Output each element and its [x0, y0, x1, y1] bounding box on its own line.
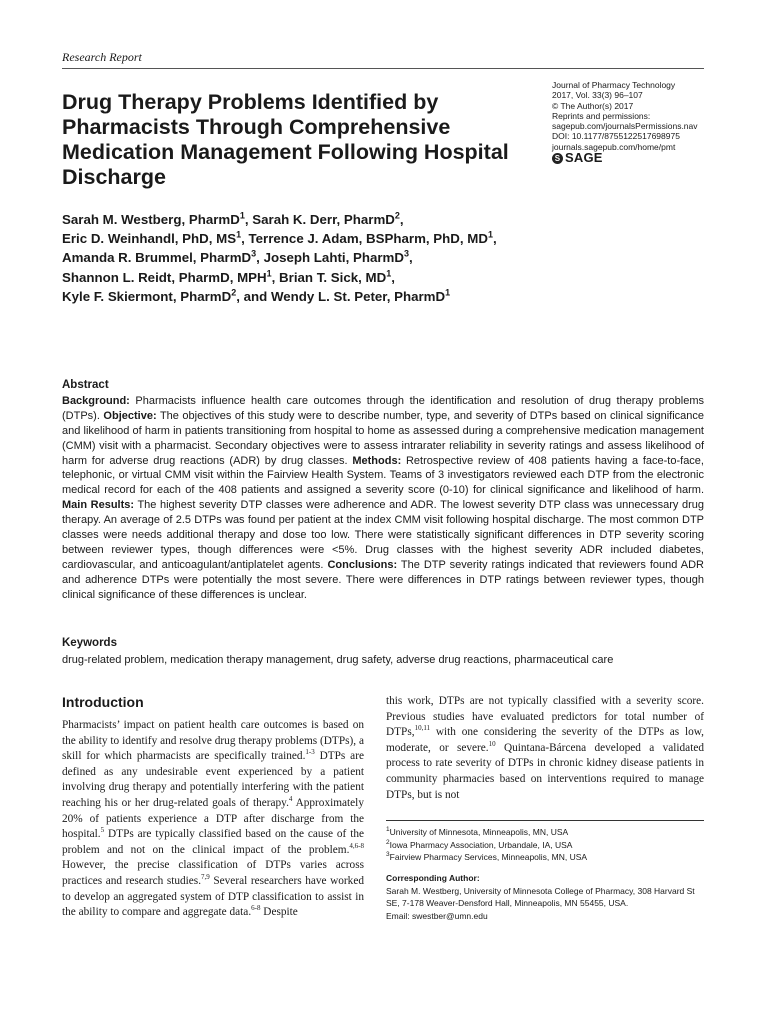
author-affiliation-marker: 1 [386, 268, 392, 279]
author-name: Wendy L. St. Peter, PharmD [270, 288, 446, 304]
footnote-divider [386, 820, 704, 821]
author-affiliation-marker: 1 [239, 210, 245, 221]
journal-name: Journal of Pharmacy Technology [552, 80, 676, 90]
journal-info [552, 80, 752, 164]
affiliation-item [386, 851, 704, 864]
article-title: Drug Therapy Problems Identified by Pharmacists Through Comprehensive Medication Management Following Hospital Discharge [62, 90, 509, 189]
abstract-section-text: Pharmacists influence health care outcomes through the identification and resolution of drug therapy problems (DTPs). [62, 394, 704, 422]
author-name: Sarah K. Derr, PharmD [252, 212, 395, 227]
keywords-heading: Keywords [62, 637, 117, 649]
corresponding-author [386, 872, 704, 922]
abstract-body [62, 394, 704, 603]
affiliation-item [386, 839, 704, 852]
journal-homepage-link[interactable]: journals.sagepub.com/home/pmt [552, 141, 676, 152]
author-separator: , [256, 250, 264, 266]
affiliations [386, 826, 704, 864]
abstract [62, 378, 704, 603]
abstract-section-label: Conclusions: [327, 558, 398, 571]
author-separator: , [244, 212, 253, 227]
author-affiliation-marker: 3 [403, 248, 409, 259]
citation-reference: 5 [100, 826, 105, 835]
affiliation-marker: 3 [386, 851, 390, 859]
author-name: Eric D. Weinhandl, PhD, MS [62, 231, 237, 247]
body-text: with one considering the severity of the DTPs as low, moderate, or severe. [386, 726, 704, 754]
author-affiliation-marker: 3 [251, 248, 257, 259]
abstract-section-label: Objective: [103, 409, 157, 422]
author-name: Amanda R. Brummel, PharmD [62, 250, 252, 266]
body-text: DTPs are defined as any undesirable event experienced by a patient involving drug therapy and potentially interfering with the patient reaching his or her drug-related goals of therapy. [62, 750, 364, 809]
affiliation-text: University of Minnesota, Minneapolis, MN, USA [389, 827, 569, 837]
affiliation-marker: 1 [386, 826, 390, 834]
author-list [62, 210, 702, 306]
sage-logo [552, 150, 752, 166]
corresponding-author-address: Sarah M. Westberg, University of Minnesota College of Pharmacy, 308 Harvard St SE, 7-178 Weaver-Densford Hall, Minneapolis, MN 55455, USA. [386, 885, 695, 909]
body-text: Several researchers have worked to develop an aggregated system of DTP classification to assist in the ability to compare and aggregate data. [62, 874, 364, 919]
citation-reference: 6-8 [251, 904, 261, 913]
corresponding-author-heading: Corresponding Author: [386, 873, 480, 883]
citation-reference: 10,11 [414, 724, 431, 733]
author-affiliation-marker: 2 [394, 210, 400, 221]
journal-volume: 2017, Vol. 33(3) 96–107 [552, 90, 643, 101]
sage-logo-text: SAGE [565, 150, 603, 166]
abstract-section-text: Retrospective review of 408 patients having a face-to-face, telephonic, or virtual CMM visit within the Fairview Health System. Teams of 3 investigators reviewed each DTP from the electronic medical record for each of the 408 patients and assigned a severity score (0-10) for clinical significance and likelihood of harm. [62, 454, 704, 497]
author-name: Kyle F. Skiermont, PharmD [62, 288, 232, 304]
corresponding-author-email[interactable]: Email: swestber@umn.edu [386, 910, 488, 921]
abstract-section-text: The highest severity DTP classes were adherence and ADR. The lowest severity DTP class was unnecessary drug therapy. An average of 2.5 DTPs was found per patient at the index CMM visit following hospital discharge. The most common DTP classes were needs additional therapy and dose too low. There were statistically significant differences in DTP severity scoring between reviewer types, though differences were <5%. Drug classes with the highest severity ADR included diabetes, cardiovascular, and anticoagulant/antiplatelet agents. [62, 499, 705, 571]
permissions-link[interactable]: sagepub.com/journalsPermissions.nav [552, 121, 698, 132]
author-name: Joseph Lahti, PharmD [263, 250, 404, 266]
author-line [62, 210, 702, 229]
body-text: Pharmacists’ impact on patient health care outcomes is based on the ability to identify and resolve drug therapy problems (DTPs), a skill for which pharmacists are specifically trained. [62, 719, 364, 763]
body-text: DTPs are typically classified based on the cause of the problem and not on the clinical impact of the problem. [62, 828, 364, 856]
header-divider [62, 68, 704, 69]
author-separator: , [492, 231, 497, 247]
citation-reference: 4 [288, 795, 293, 804]
author-affiliation-marker: 1 [445, 287, 451, 298]
abstract-section-label: Methods: [352, 454, 402, 467]
citation-reference: 4,6-8 [349, 841, 364, 850]
introduction-heading: Introduction [62, 694, 144, 710]
keywords [62, 636, 704, 668]
author-affiliation-marker: 1 [236, 229, 242, 240]
author-name: Terrence J. Adam, BSPharm, PhD, MD [248, 231, 488, 247]
citation-reference: 7,9 [201, 873, 210, 882]
author-affiliation-marker: 1 [266, 268, 272, 279]
doi-link[interactable]: DOI: 10.1177/8755122517698975 [552, 131, 680, 142]
author-affiliation-marker: 1 [487, 229, 493, 240]
author-separator: , [241, 231, 249, 247]
keywords-text: drug-related problem, medication therapy management, drug safety, adverse drug reactions, pharmaceutical care [62, 654, 614, 666]
author-line [62, 248, 702, 267]
abstract-section-label: Main Results: [62, 499, 135, 512]
body-text: Despite [260, 906, 298, 919]
author-separator: , and [236, 288, 271, 304]
abstract-section-text: The DTP severity ratings indicated that reviewers found ADR and adherence DTPs were potentially the most severe. There were differences in DTP ratings between reviewer types, though clinical significance of these differences is unclear. [62, 558, 704, 601]
abstract-section-text: The objectives of this study were to describe number, type, and severity of DTPs based on clinical significance and likelihood of harm in patients transitioning from hospital to home as assessed during a comprehensive medication management (CMM) visit with a pharmacist. Secondary objectives were to assess intrarater reliability in severity ratings and assess likelihood of harm for adverse drug reactions (ADR) by drug classes. [62, 409, 705, 467]
author-name: Brian T. Sick, MD [279, 269, 387, 285]
body-text: Approximately 20% of patients experience a DTP after discharge from the hospital. [62, 796, 364, 841]
introduction-column-2 [386, 694, 704, 803]
report-type-label: Research Report [62, 50, 142, 64]
author-name: Sarah M. Westberg, PharmD [62, 212, 240, 227]
citation-reference: 1-3 [305, 748, 315, 757]
author-separator: , [391, 269, 395, 285]
abstract-heading: Abstract [62, 379, 109, 391]
body-text: this work, DTPs are not typically classified with a severity score. Previous studies have evaluated predictors for total number of DTPs, [386, 695, 704, 739]
author-name: Shannon L. Reidt, PharmD, MPH [62, 269, 267, 285]
author-affiliation-marker: 2 [231, 287, 237, 298]
author-separator: , [408, 250, 413, 266]
author-line [62, 229, 702, 248]
body-text: However, the precise classification of DTPs varies across practices and research studies. [62, 859, 364, 887]
author-line [62, 287, 702, 306]
affiliation-text: Fairview Pharmacy Services, Minneapolis, MN, USA [389, 852, 588, 863]
author-line [62, 268, 702, 287]
author-separator: , [399, 212, 404, 227]
citation-reference: 10 [488, 740, 496, 749]
sage-logo-icon: S [552, 153, 563, 164]
affiliation-item [386, 826, 704, 839]
affiliation-marker: 2 [386, 838, 390, 846]
affiliation-text: Iowa Pharmacy Association, Urbandale, IA, USA [389, 839, 573, 850]
abstract-section-label: Background: [62, 394, 130, 407]
body-text: Quintana-Bárcena developed a validated process to rate severity of DTPs in chronic kidney disease patients in community pharmacies based on interventions required to manage DTPs, but is not [386, 741, 704, 801]
introduction-column-1 [62, 718, 364, 921]
copyright: © The Author(s) 2017 [552, 100, 634, 111]
author-separator: , [271, 269, 280, 285]
reprints-label: Reprints and permissions: [552, 110, 651, 121]
